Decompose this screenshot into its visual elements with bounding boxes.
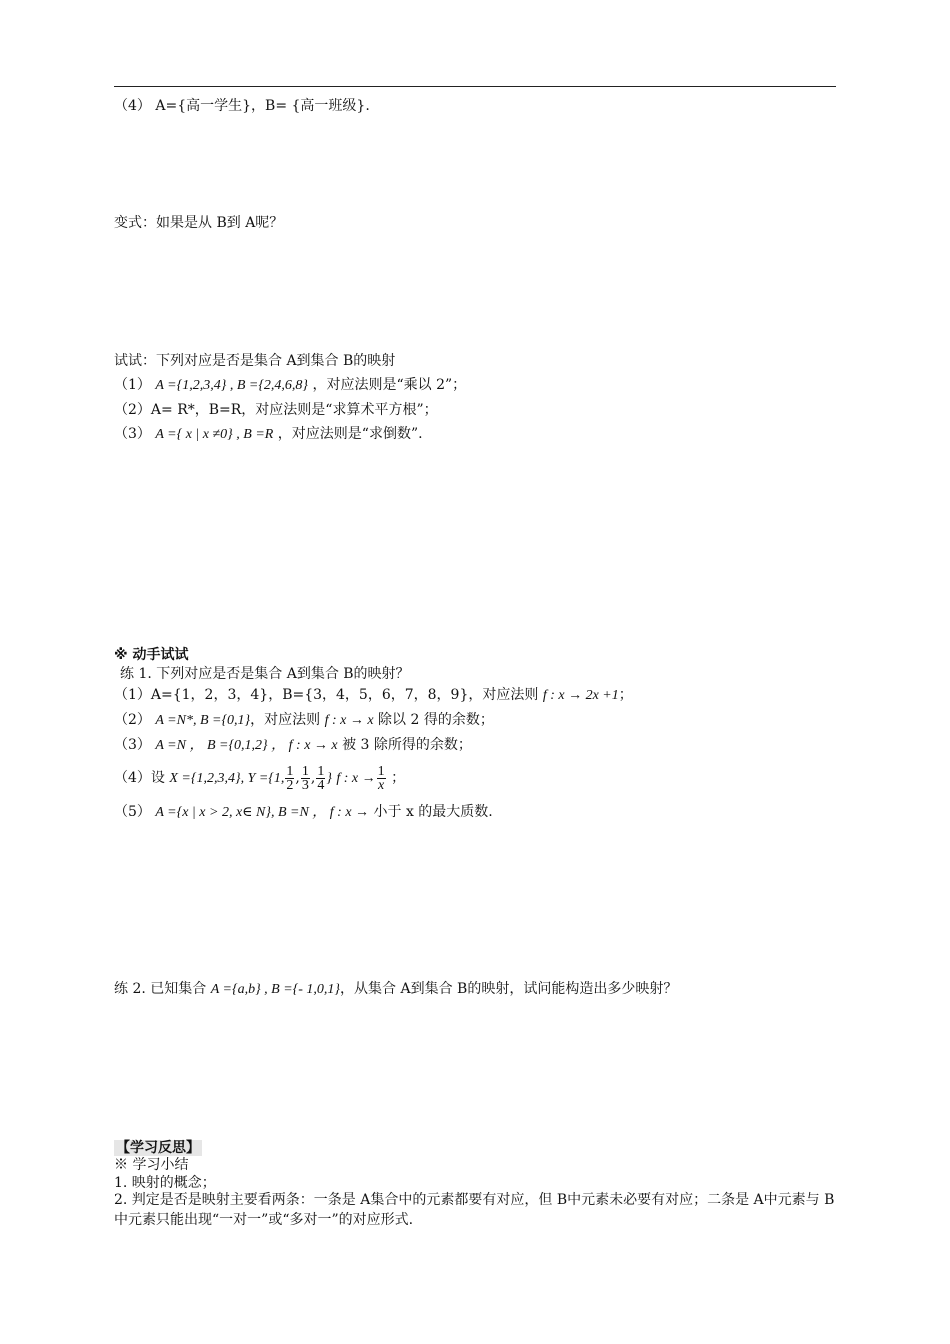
fraction-denominator: 3: [301, 777, 309, 793]
exercise-1-item-5-end: 小于 x 的最大质数.: [373, 804, 493, 820]
summary-item-1: 1. 映射的概念；: [114, 1175, 216, 1191]
exercise-1-item-4-math: X ={1,2,3,4}, Y ={1,: [169, 771, 285, 786]
item-4-label: （4）: [114, 98, 151, 114]
reflection-heading-text: 【学习反思】: [116, 1140, 200, 1156]
try-item-3: [114, 425, 423, 444]
try-item-2: （2）A= R*，B=R，对应法则是“求算术平方根”；: [114, 402, 438, 418]
exercise-1-item-2-math2: f : x → x: [324, 713, 374, 728]
exercise-1-item-3-end: 被 3 除所得的余数；: [342, 737, 472, 753]
try-item-3-math: A ={ x | x ≠0} , B =R: [155, 427, 274, 442]
exercise-1-item-4: （4）设 X ={1,2,3,4}, Y ={1, $\frac{1}{2}$ , $\frac{1}{3}$ , $\frac{1}{4}$ } f : x → $\frac{1}{x}$ ；: [114, 763, 406, 793]
exercise-1-item-1-end: ；: [618, 687, 633, 703]
item-4-text: A={高一学生}，B= {高一班级}.: [155, 98, 370, 114]
fraction-denominator: 2: [286, 777, 294, 793]
fraction-one-half: [285, 765, 294, 792]
exercise-1-item-2-label: （2）: [114, 712, 151, 728]
fraction-denominator: x: [378, 777, 385, 793]
exercise-1-item-3: [114, 736, 472, 755]
exercise-1-item-5-math: A ={x | x > 2, x∈ N}, B =N ， f : x →: [155, 805, 370, 820]
reflection-heading: [114, 1139, 202, 1157]
exercise-1-item-2-mid: ，对应法则: [250, 712, 321, 728]
exercise-1-item-1-math: f : x → 2x +1: [542, 688, 619, 703]
summary-heading: ※ 学习小结: [114, 1157, 189, 1173]
fraction-denominator: 4: [317, 777, 325, 793]
exercise-1-item-4-label: （4）设: [114, 770, 165, 786]
exercise-1-item-5: [114, 803, 493, 822]
summary-item-2: 2. 判定是否是映射主要看两条：一条是 A集合中的元素都要有对应，但 B中元素未必要有对应；二条是 A中元素与 B中元素只能出现“一对一”或“多对一”的对应形式.: [114, 1192, 835, 1228]
fraction-numerator: 1: [377, 763, 385, 779]
exercise-1-title: 练 1. 下列对应是否是集合 A到集合 B的映射？: [120, 666, 410, 682]
exercise-1-item-5-label: （5）: [114, 804, 151, 820]
exercise-1-item-4-map: f : x →: [336, 771, 376, 786]
header-rule: [114, 86, 836, 87]
exercise-1-item-2-math: A =N*, B ={0,1}: [155, 713, 251, 728]
exercise-2-math: A ={a,b} , B ={- 1,0,1}: [210, 982, 341, 997]
exercise-2-end: ，从集合 A到集合 B的映射，试问能构造出多少映射？: [340, 981, 678, 997]
fraction-one-fourth: [316, 765, 325, 792]
item-4: [114, 97, 370, 115]
fraction-numerator: 1: [301, 763, 309, 779]
exercise-2: [114, 980, 677, 999]
try-item-1-rule: ，对应法则是“乘以 2”；: [312, 377, 467, 393]
exercise-1-item-2-end: 除以 2 得的余数；: [378, 712, 494, 728]
fraction-numerator: 1: [286, 763, 294, 779]
exercise-1-item-1: [114, 686, 633, 705]
exercise-1-item-4-end: ；: [391, 770, 406, 786]
exercise-2-text: 练 2. 已知集合: [114, 981, 207, 997]
try-item-1-label: （1）: [114, 377, 151, 393]
exercise-1-item-2: [114, 711, 494, 730]
section-dongshou: ※ 动手试试: [114, 647, 189, 663]
fraction-numerator: 1: [317, 763, 325, 779]
try-item-1-math: A ={1,2,3,4} , B ={2,4,6,8}: [155, 378, 309, 393]
exercise-1-item-4-close: }: [326, 771, 332, 786]
try-item-1: [114, 376, 466, 395]
exercise-1-item-3-label: （3）: [114, 737, 151, 753]
exercise-1-item-3-math: A =N ， B ={0,1,2} ， f : x → x: [155, 738, 338, 753]
exercise-1-item-1-text: （1）A={1，2，3，4}，B={3，4，5，6，7，8，9}，对应法则: [114, 687, 539, 703]
variant-question: 变式：如果是从 B到 A呢？: [114, 215, 284, 231]
fraction-one-third: [301, 765, 310, 792]
try-item-3-label: （3）: [114, 426, 151, 442]
fraction-one-over-x: [377, 765, 386, 792]
try-item-3-rule: ，对应法则是“求倒数”.: [277, 426, 423, 442]
try-title: 试试：下列对应是否是集合 A到集合 B的映射: [114, 353, 396, 369]
